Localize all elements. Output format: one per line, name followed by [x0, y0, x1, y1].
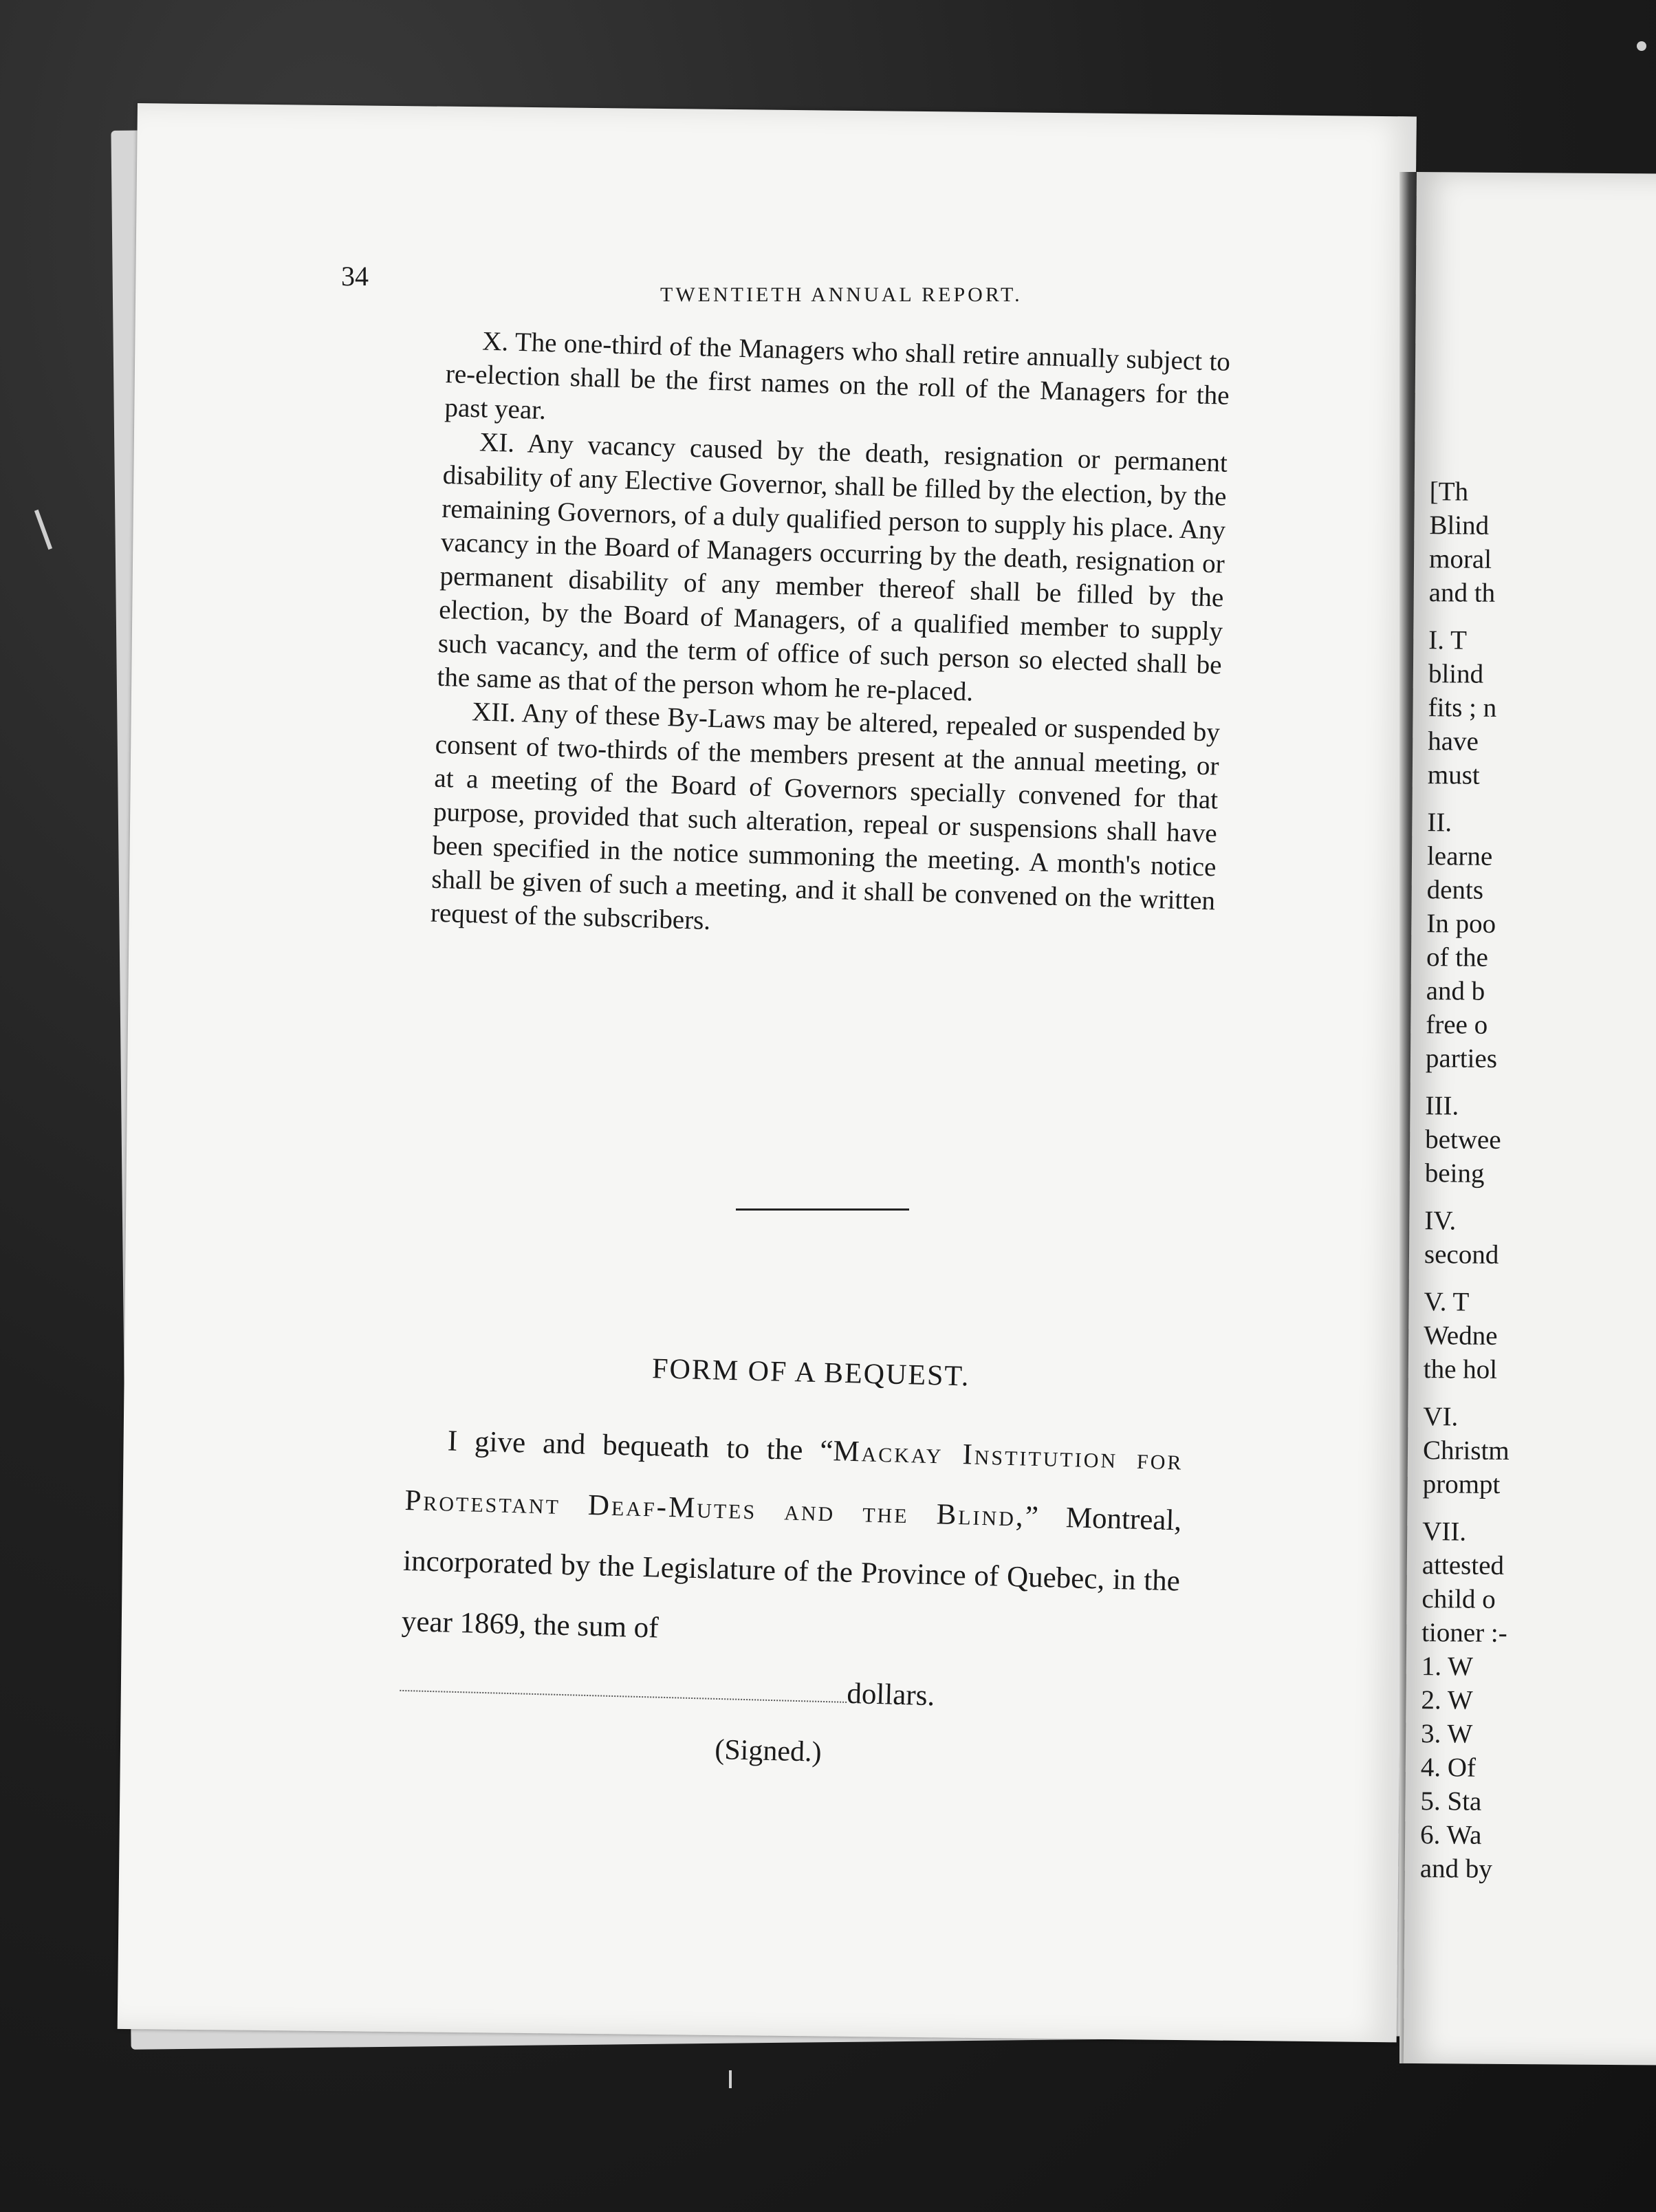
right-page-line: of the	[1426, 942, 1489, 973]
right-page-line: prompt	[1422, 1469, 1501, 1499]
right-page-line: 6. Wa	[1419, 1820, 1482, 1850]
right-page-line: must	[1427, 760, 1480, 790]
right-page-line: tioner :-	[1421, 1618, 1507, 1648]
bequest-text	[399, 1410, 1184, 1733]
right-page-line: and b	[1426, 976, 1485, 1006]
right-page-line: the hol	[1423, 1354, 1498, 1385]
right-page-line: and by	[1419, 1854, 1492, 1884]
right-page-line: 1. W	[1421, 1651, 1474, 1682]
right-page-line: 3. W	[1420, 1719, 1473, 1749]
bylaw-paragraph-xii: XII. Any of these By-Laws may be altered, repealed or suspended by consent of two-thirds of the members present at the annual meeting, or at a meeting of the Board of Governors specially convened for that purpose, provided that such alteration, repeal or suspensions shall have been specified in the notice summoning the meeting. A month's notice shall be given of such a meeting, and it shall be convened on the written request of the subscribers.	[430, 697, 1221, 936]
right-page-line: have	[1428, 726, 1479, 757]
right-page-line: II.	[1427, 807, 1452, 838]
right-page-line: fits ; n	[1428, 693, 1497, 723]
right-page-line: I. T	[1428, 625, 1468, 655]
signature-line: (Signed.)	[714, 1733, 822, 1768]
scan-speck	[729, 2070, 732, 2088]
right-page-line: Christm	[1422, 1435, 1510, 1466]
right-page-line: betwee	[1425, 1125, 1501, 1155]
bequest-paragraph	[399, 1410, 1184, 1733]
right-page-line: Wedne	[1424, 1321, 1498, 1351]
right-page-line: being	[1424, 1158, 1485, 1189]
right-page-line: 2. W	[1421, 1685, 1473, 1715]
bequest-amount-suffix: dollars.	[846, 1677, 935, 1713]
right-page-line: [Th	[1429, 477, 1469, 507]
right-page-line: 5. Sta	[1420, 1786, 1482, 1817]
bylaw-paragraph-xi: XI. Any vacancy caused by the death, resignation or permanent disability of any Elective Governor, shall be filled by the election, by the remaining Governors, of a duly qualified person to supply his place. Any vacancy in the Board of Managers occurring by the death, resignation or permanent disability of any member thereof shall be filled by the election, by the Board of Managers, of a qualified member to supply such vacancy, and the term of office of such person so elected shall be the same as that of the person whom he re-placed.	[437, 427, 1228, 707]
right-page-line: V. T	[1424, 1287, 1470, 1317]
bylaws-text	[430, 323, 1230, 951]
right-page-line: parties	[1425, 1043, 1498, 1074]
right-page-line: free o	[1426, 1010, 1488, 1040]
right-page-line: VII.	[1422, 1517, 1467, 1547]
bequest-institution-name: Mackay Institution for Protestant Deaf-Mutes and the Blind,”	[404, 1435, 1184, 1534]
right-page-line: IV.	[1424, 1206, 1457, 1236]
bequest-text-before: I give and bequeath to the “	[447, 1424, 834, 1468]
right-page-line: In poo	[1426, 909, 1496, 939]
right-page-line: and th	[1428, 578, 1496, 608]
right-page-text	[1420, 475, 1656, 1887]
section-divider	[736, 1208, 909, 1211]
right-page-line: learne	[1426, 841, 1493, 871]
bequest-text-after: Montreal, incorporated by the Legislature of the Province of Quebec, in the year 1869, the sum of	[401, 1501, 1182, 1645]
right-page-line: child o	[1421, 1584, 1496, 1614]
right-page-line: blind	[1428, 659, 1484, 689]
right-page-line: dents	[1426, 875, 1484, 905]
scan-speck	[1637, 41, 1646, 51]
right-page	[1404, 172, 1656, 2065]
right-page-line: III.	[1425, 1091, 1459, 1121]
right-page-line: 4. Of	[1420, 1753, 1477, 1783]
sum-blank-line	[400, 1676, 847, 1703]
bequest-title: FORM OF A BEQUEST.	[651, 1353, 970, 1393]
page-number: 34	[341, 261, 369, 292]
bylaw-paragraph-x: X. The one-third of the Managers who shall retire annually subject to re-election shall be the first names on the roll of the Managers for the past year.	[444, 326, 1231, 426]
right-page-line: moral	[1428, 544, 1492, 574]
running-head: TWENTIETH ANNUAL REPORT.	[660, 283, 1023, 306]
right-page-line: second	[1424, 1239, 1499, 1270]
right-page-line: VI.	[1423, 1402, 1459, 1432]
right-page-line: Blind	[1429, 510, 1490, 541]
right-page-line: attested	[1421, 1550, 1505, 1581]
